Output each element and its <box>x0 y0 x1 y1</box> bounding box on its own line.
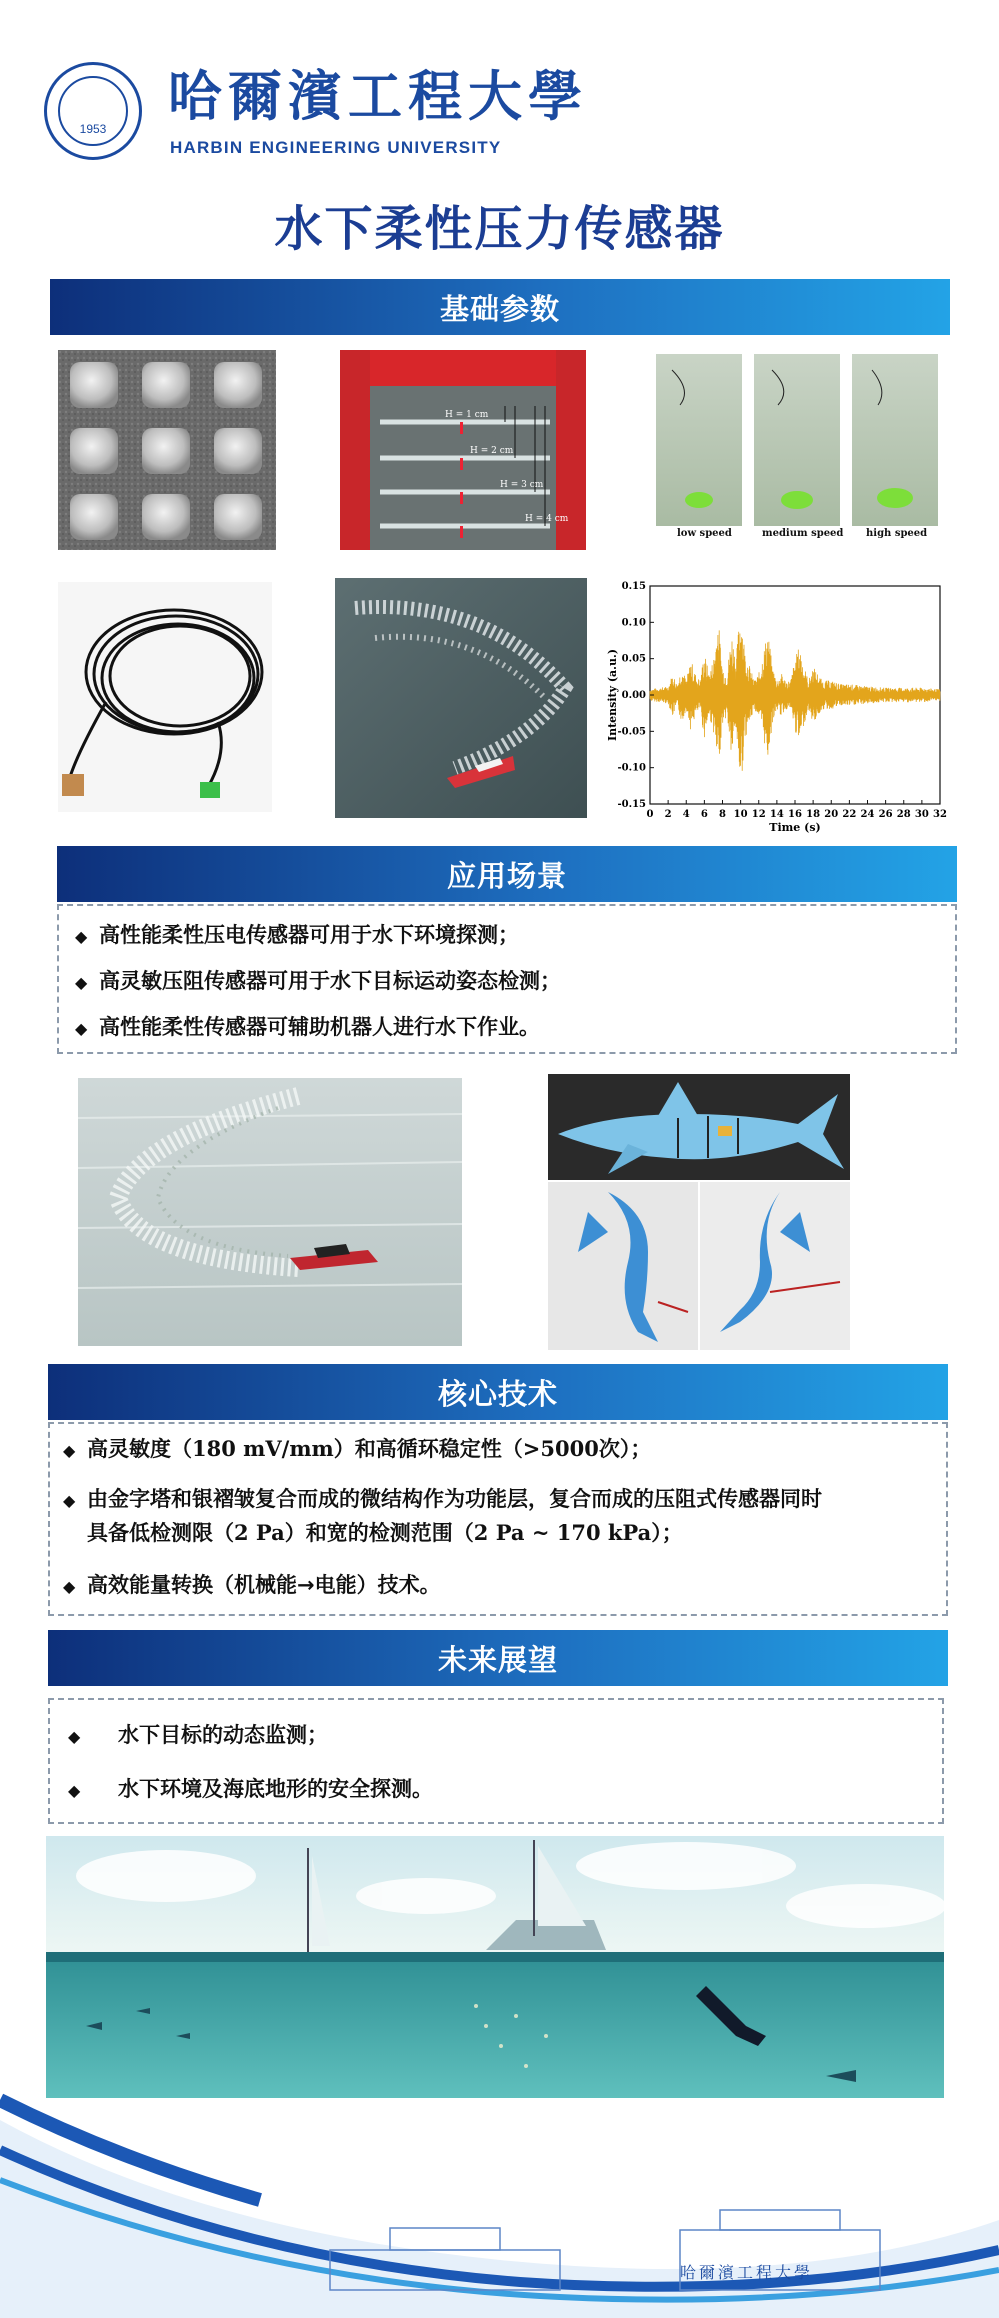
diamond-bullet-icon: ◆ <box>68 1781 81 1800</box>
x-tick-label: 24 <box>860 809 875 820</box>
y-tick-label: 0.05 <box>621 653 646 665</box>
ocean-illustration <box>46 1836 944 2098</box>
footer-wave-decoration <box>0 2060 999 2318</box>
x-tick-label: 12 <box>751 809 766 820</box>
x-tick-label: 4 <box>682 809 690 820</box>
future-bullet-2: ◆ 水下环境及海底地形的安全探测。 <box>68 1774 433 1806</box>
y-tick-label: 0.00 <box>621 690 646 701</box>
y-tick-label: -0.05 <box>617 726 646 738</box>
application-bullet-1: ◆ 高性能柔性压电传感器可用于水下环境探测； <box>75 920 519 952</box>
boat-test-image <box>335 578 587 818</box>
x-tick-label: 28 <box>896 809 911 820</box>
x-tick-label: 18 <box>806 809 821 820</box>
shark-swim-right-image <box>700 1182 850 1350</box>
height-label-1: H = 1 cm <box>445 410 489 420</box>
section-basic-title: 基础参数 <box>439 291 560 326</box>
speed-label-medium: medium speed <box>762 528 844 539</box>
x-tick-label: 20 <box>824 809 839 820</box>
speed-test-image <box>652 350 942 546</box>
x-tick-label: 8 <box>719 809 726 820</box>
core-bullet-3: ◆ 高效能量转换（机械能→电能）技术。 <box>63 1570 441 1602</box>
y-axis-label: Intensity (a.u.) <box>606 648 619 742</box>
signal-series-line <box>650 630 940 771</box>
section-application-title: 应用场景 <box>446 858 567 893</box>
core-bullet-2-line2: 具备低检测限（2 Pa）和宽的检测范围（2 Pa ~ 170 kPa）； <box>87 1520 683 1545</box>
boat-lake-image <box>78 1078 462 1346</box>
seal-year: 1953 <box>58 76 128 146</box>
core-bullet-1: ◆ 高灵敏度（180 mV/mm）和高循环稳定性（>5000次）； <box>63 1434 651 1466</box>
section-core-header <box>48 1364 948 1420</box>
x-tick-label: 16 <box>788 809 802 820</box>
pyramid-microstructure-image <box>58 350 276 550</box>
x-tick-label: 14 <box>769 809 784 820</box>
page-title: 水下柔性压力传感器 <box>274 201 725 257</box>
diamond-bullet-icon: ◆ <box>75 1019 88 1038</box>
intensity-chart-svg <box>604 572 954 842</box>
section-future-header <box>48 1630 948 1686</box>
section-core-title: 核心技术 <box>437 1376 558 1411</box>
university-name-cn: 哈爾濱工程大學 <box>168 64 588 128</box>
y-tick-label: 0.10 <box>621 617 646 629</box>
speed-label-low: low speed <box>677 528 732 539</box>
y-tick-label: -0.15 <box>617 799 646 810</box>
future-bullet-1: ◆ 水下目标的动态监测； <box>68 1720 328 1752</box>
section-future-title: 未来展望 <box>437 1642 558 1677</box>
x-tick-label: 0 <box>646 809 654 820</box>
footer-university-name: 哈爾濱工程大學 <box>680 2263 814 2282</box>
core-bullet-2: ◆ 由金字塔和银褶皱复合而成的微结构作为功能层，复合而成的压阻式传感器同时 <box>63 1484 943 1516</box>
diamond-bullet-icon: ◆ <box>63 1441 76 1460</box>
y-tick-label: -0.10 <box>617 762 646 774</box>
x-tick-label: 26 <box>878 809 893 820</box>
university-name-en: HARBIN ENGINEERING UNIVERSITY <box>170 138 502 157</box>
application-bullet-3: ◆ 高性能柔性传感器可辅助机器人进行水下作业。 <box>75 1012 540 1044</box>
diamond-bullet-icon: ◆ <box>75 927 88 946</box>
diamond-bullet-icon: ◆ <box>63 1491 76 1510</box>
shark-swim-left-image <box>548 1182 698 1350</box>
university-seal-logo <box>44 62 142 160</box>
x-axis-label: Time (s) <box>769 821 821 834</box>
diamond-bullet-icon: ◆ <box>68 1727 81 1746</box>
robotic-shark-image <box>548 1074 850 1180</box>
cable-sensor-image <box>58 582 272 812</box>
x-tick-label: 22 <box>842 809 857 820</box>
x-tick-label: 6 <box>700 809 708 820</box>
x-tick-label: 10 <box>733 809 748 820</box>
application-bullet-2: ◆ 高灵敏压阻传感器可用于水下目标运动姿态检测； <box>75 966 561 998</box>
speed-label-high: high speed <box>866 528 928 539</box>
height-label-4: H = 4 cm <box>525 514 569 524</box>
x-tick-label: 32 <box>933 809 947 820</box>
section-application-header <box>57 846 957 902</box>
section-basic-header <box>50 279 950 335</box>
depth-test-image <box>340 350 586 550</box>
diamond-bullet-icon: ◆ <box>75 973 88 992</box>
x-tick-label: 2 <box>664 809 672 820</box>
diamond-bullet-icon: ◆ <box>63 1577 76 1596</box>
x-tick-label: 30 <box>914 809 929 820</box>
intensity-chart <box>604 572 954 842</box>
height-label-2: H = 2 cm <box>470 446 514 456</box>
y-tick-label: 0.15 <box>621 581 646 592</box>
height-label-3: H = 3 cm <box>500 480 544 490</box>
